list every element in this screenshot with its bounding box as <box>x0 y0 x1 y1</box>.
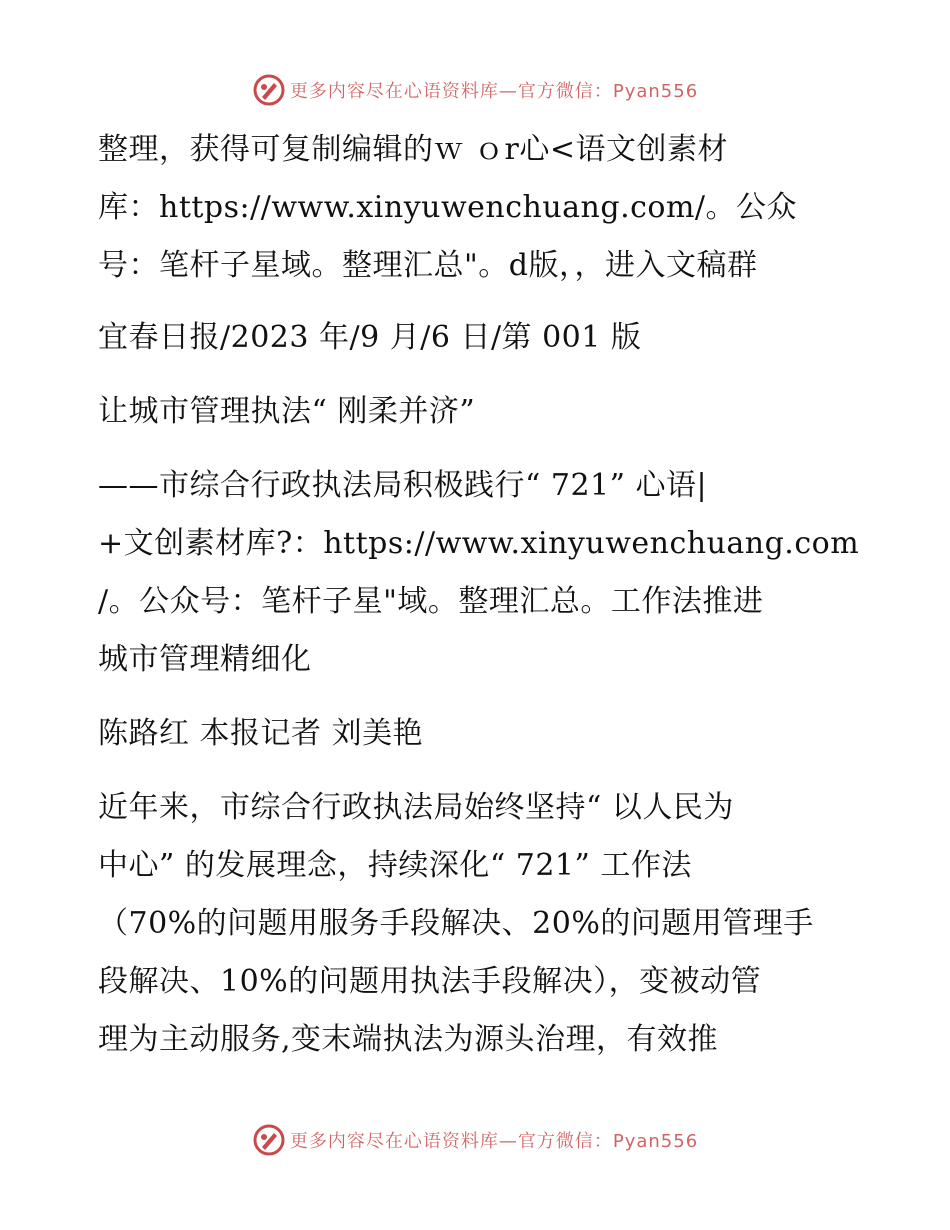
text-line: 近年来，市综合行政执法局始终坚持“ 以人民为 <box>98 790 734 825</box>
pen-nib-logo-icon <box>252 73 286 107</box>
watermark-banner-top <box>0 70 950 110</box>
subheadline: ——市综合行政执法局积极践行“ 721” 心语| <box>98 468 708 503</box>
text-line: 中心” 的发展理念，持续深化“ 721” 工作法 <box>98 848 692 883</box>
text-line: 城市管理精细化 <box>98 642 312 677</box>
watermark-text: 更多内容尽在心语资料库—官方微信：Pyan556 <box>289 1131 699 1152</box>
byline: 陈路红 本报记者 刘美艳 <box>98 716 424 751</box>
watermark-text: 更多内容尽在心语资料库—官方微信：Pyan556 <box>289 81 699 102</box>
headline: 让城市管理执法“ 刚柔并济” <box>98 394 476 429</box>
text-line: /。公众号：笔杆子星"域。整理汇总。工作法推进 <box>98 584 764 619</box>
text-line: 库：https://www.xinyuwenchuang.com/。公众 <box>98 190 798 225</box>
text-line: 理为主动服务,变末端执法为源头治理，有效推 <box>98 1022 719 1057</box>
watermark-banner-bottom <box>0 1120 950 1160</box>
text-line: 号：笔杆子星域。整理汇总"。d版，，进入文稿群 <box>98 248 758 283</box>
pen-nib-logo-icon <box>252 1123 286 1157</box>
text-line: +文创素材库?：https://www.xinyuwenchuang.com <box>98 526 860 561</box>
text-line: （70%的问题用服务手段解决、20%的问题用管理手 <box>98 906 814 941</box>
text-line: 段解决、10%的问题用执法手段解决），变被动管 <box>98 964 762 999</box>
dateline: 宜春日报/2023 年/9 月/6 日/第 001 版 <box>98 320 642 355</box>
text-line: 整理，获得可复制编辑的ｗ ｏr心<语文创素材 <box>98 132 729 167</box>
